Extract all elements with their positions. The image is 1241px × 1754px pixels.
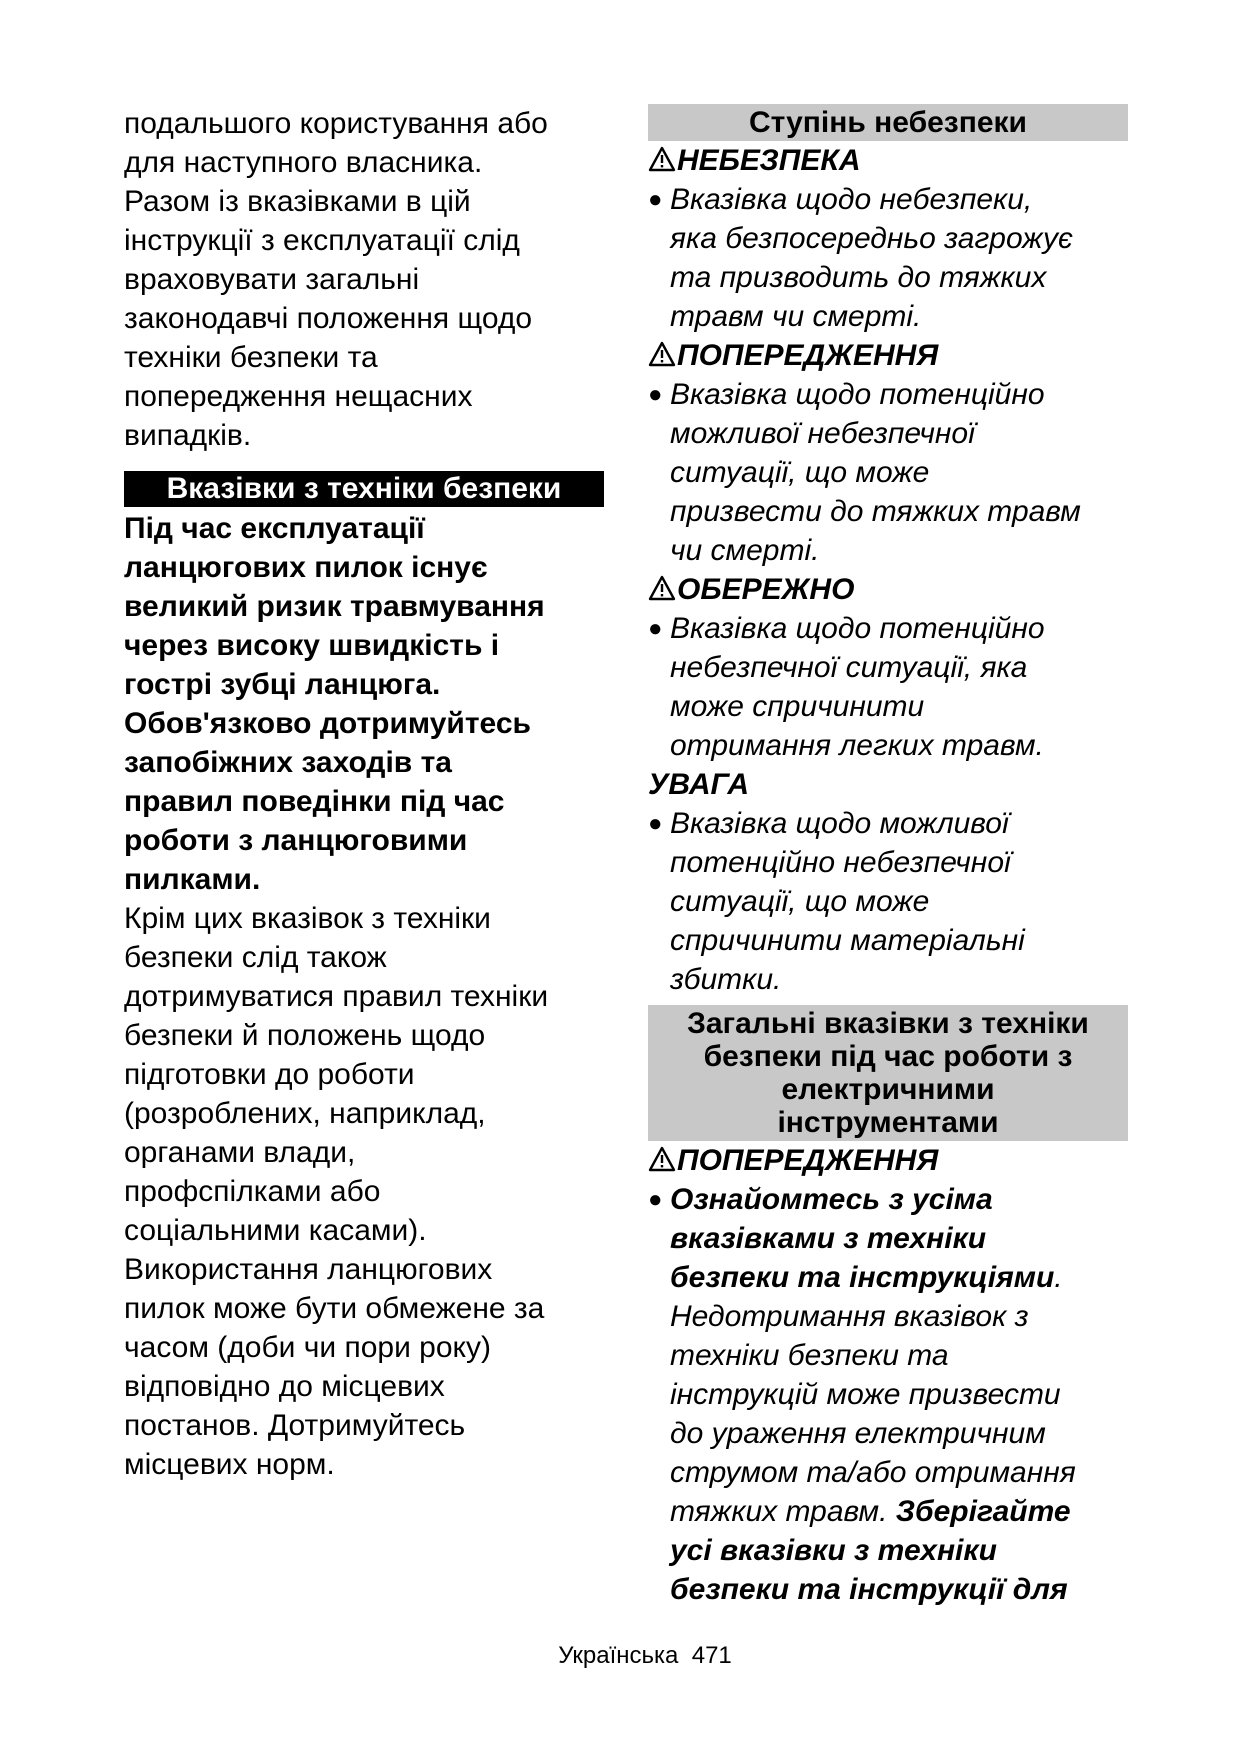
text-line: Використання ланцюгових	[124, 1253, 493, 1286]
bullet-dot-icon: ●	[648, 381, 663, 408]
text-line: Вказівка щодо потенційно	[670, 612, 1045, 645]
text-line: небезпечної ситуації, яка	[670, 651, 1028, 684]
text-line: безпеки слід також	[124, 941, 387, 974]
text-line: усі вказівки з техніки	[670, 1534, 997, 1567]
text-line: Вказівка щодо небезпеки,	[670, 183, 1033, 216]
text-line: отримання легких травм.	[670, 729, 1044, 762]
bullet-dot-icon: ●	[648, 810, 663, 837]
text-line	[670, 1492, 1128, 1531]
warning-triangle-icon	[648, 574, 676, 602]
text-run: безпеки та інструкціями	[670, 1261, 1055, 1294]
text-line: попередження нещасних	[124, 380, 473, 413]
bullet-dot-icon: ●	[648, 615, 663, 642]
text-line: безпеки та інструкції для	[670, 1573, 1068, 1606]
text-line: Ознайомтесь з усіма	[670, 1183, 993, 1216]
text-line: Вказівка щодо потенційно	[670, 378, 1045, 411]
text-line: інструкцій може призвести	[670, 1378, 1061, 1411]
signal-word-danger	[648, 141, 1128, 180]
signal-word-warning	[648, 1141, 1128, 1180]
body-paragraph	[124, 899, 604, 1484]
text-line: ситуації, що може	[670, 885, 930, 918]
text-line: яка безпосередньо загрожує	[670, 222, 1073, 255]
intro-paragraph	[124, 104, 604, 455]
text-line: пилок може бути обмежене за	[124, 1292, 545, 1325]
heading-line: Загальні вказівки з техніки	[687, 1007, 1089, 1040]
list-item	[648, 1180, 1128, 1609]
text-line: та призводить до тяжких	[670, 261, 1047, 294]
warning-triangle-icon	[648, 145, 676, 173]
text-line: Під час експлуатації	[124, 512, 425, 545]
text-line: безпеки й положень щодо	[124, 1019, 486, 1052]
signal-word-warning	[648, 336, 1128, 375]
text-line: пилками.	[124, 863, 261, 896]
text-line: до ураження електричним	[670, 1417, 1046, 1450]
text-line: великий ризик травмування	[124, 590, 545, 623]
text-line: Недотримання вказівок з	[670, 1300, 1029, 1333]
text-line: ланцюгових пилок існує	[124, 551, 488, 584]
text-line: гострі зубці ланцюга.	[124, 668, 441, 701]
right-column	[648, 104, 1128, 1609]
safety-instructions-heading: Вказівки з техніки безпеки	[124, 471, 604, 507]
text-line: Вказівка щодо можливої	[670, 807, 1009, 840]
signal-word-label: ПОПЕРЕДЖЕННЯ	[677, 1144, 939, 1177]
text-line: травм чи смерті.	[670, 300, 922, 333]
text-line: інструкції з експлуатації слід	[124, 224, 520, 257]
text-line: Разом із вказівками в цій	[124, 185, 471, 218]
text-line: Обов'язково дотримуйтесь	[124, 707, 531, 740]
text-line: через високу швидкість і	[124, 629, 500, 662]
list-item	[648, 375, 1128, 570]
text-line: подальшого користування або	[124, 107, 548, 140]
heading-line: безпеки під час роботи з	[703, 1040, 1073, 1073]
text-line: соціальними касами).	[124, 1214, 427, 1247]
text-line: дотримуватися правил техніки	[124, 980, 549, 1013]
text-line: потенційно небезпечної	[670, 846, 1011, 879]
text-line: струмом та/або отримання	[670, 1456, 1076, 1489]
text-line: часом (доби чи пори року)	[124, 1331, 492, 1364]
danger-levels-heading: Ступінь небезпеки	[648, 104, 1128, 141]
text-line: органами влади,	[124, 1136, 356, 1169]
text-line: відповідно до місцевих	[124, 1370, 445, 1403]
page-number: 471	[691, 1642, 732, 1669]
text-line: роботи з ланцюговими	[124, 824, 468, 857]
warning-triangle-icon	[648, 340, 676, 368]
text-line: місцевих норм.	[124, 1448, 335, 1481]
text-line: ситуації, що може	[670, 456, 930, 489]
signal-word-label: ПОПЕРЕДЖЕННЯ	[677, 339, 939, 372]
text-run: .	[1054, 1261, 1063, 1294]
text-line: техніки безпеки та	[124, 341, 378, 374]
text-line: може спричинити	[670, 690, 925, 723]
text-line: профспілками або	[124, 1175, 381, 1208]
text-line: запобіжних заходів та	[124, 746, 452, 779]
signal-word-label: НЕБЕЗПЕКА	[677, 144, 861, 177]
general-safety-heading	[648, 1005, 1128, 1141]
text-line: підготовки до роботи	[124, 1058, 415, 1091]
text-run: тяжких травм.	[670, 1495, 896, 1528]
text-line: законодавчі положення щодо	[124, 302, 533, 335]
text-line: випадків.	[124, 419, 252, 452]
page-footer	[0, 1641, 1241, 1671]
warning-triangle-icon	[648, 1145, 676, 1173]
text-line: чи смерті.	[670, 534, 820, 567]
text-run: Зберігайте	[895, 1495, 1071, 1528]
heading-line: інструментами	[777, 1106, 999, 1139]
list-item	[648, 180, 1128, 336]
text-line	[670, 1258, 1128, 1297]
text-line: збитки.	[670, 963, 782, 996]
text-line: Крім цих вказівок з техніки	[124, 902, 491, 935]
bullet-dot-icon: ●	[648, 1186, 663, 1213]
bold-warning-paragraph	[124, 509, 604, 899]
list-item	[648, 804, 1128, 999]
text-line: (розроблених, наприклад,	[124, 1097, 486, 1130]
text-line: можливої небезпечної	[670, 417, 975, 450]
heading-line: електричними	[781, 1073, 995, 1106]
signal-word-caution	[648, 570, 1128, 609]
text-line: враховувати загальні	[124, 263, 420, 296]
text-line: постанов. Дотримуйтесь	[124, 1409, 466, 1442]
footer-language: Українська	[558, 1642, 679, 1669]
text-line: вказівками з техніки	[670, 1222, 987, 1255]
list-item	[648, 609, 1128, 765]
text-line: спричинити матеріальні	[670, 924, 1025, 957]
left-column	[124, 104, 604, 1484]
text-line: правил поведінки під час	[124, 785, 505, 818]
text-line: призвести до тяжких травм	[670, 495, 1081, 528]
signal-word-notice: УВАГА	[648, 768, 750, 801]
text-line: техніки безпеки та	[670, 1339, 949, 1372]
text-line: для наступного власника.	[124, 146, 483, 179]
signal-word-label: ОБЕРЕЖНО	[677, 573, 855, 606]
bullet-dot-icon: ●	[648, 186, 663, 213]
